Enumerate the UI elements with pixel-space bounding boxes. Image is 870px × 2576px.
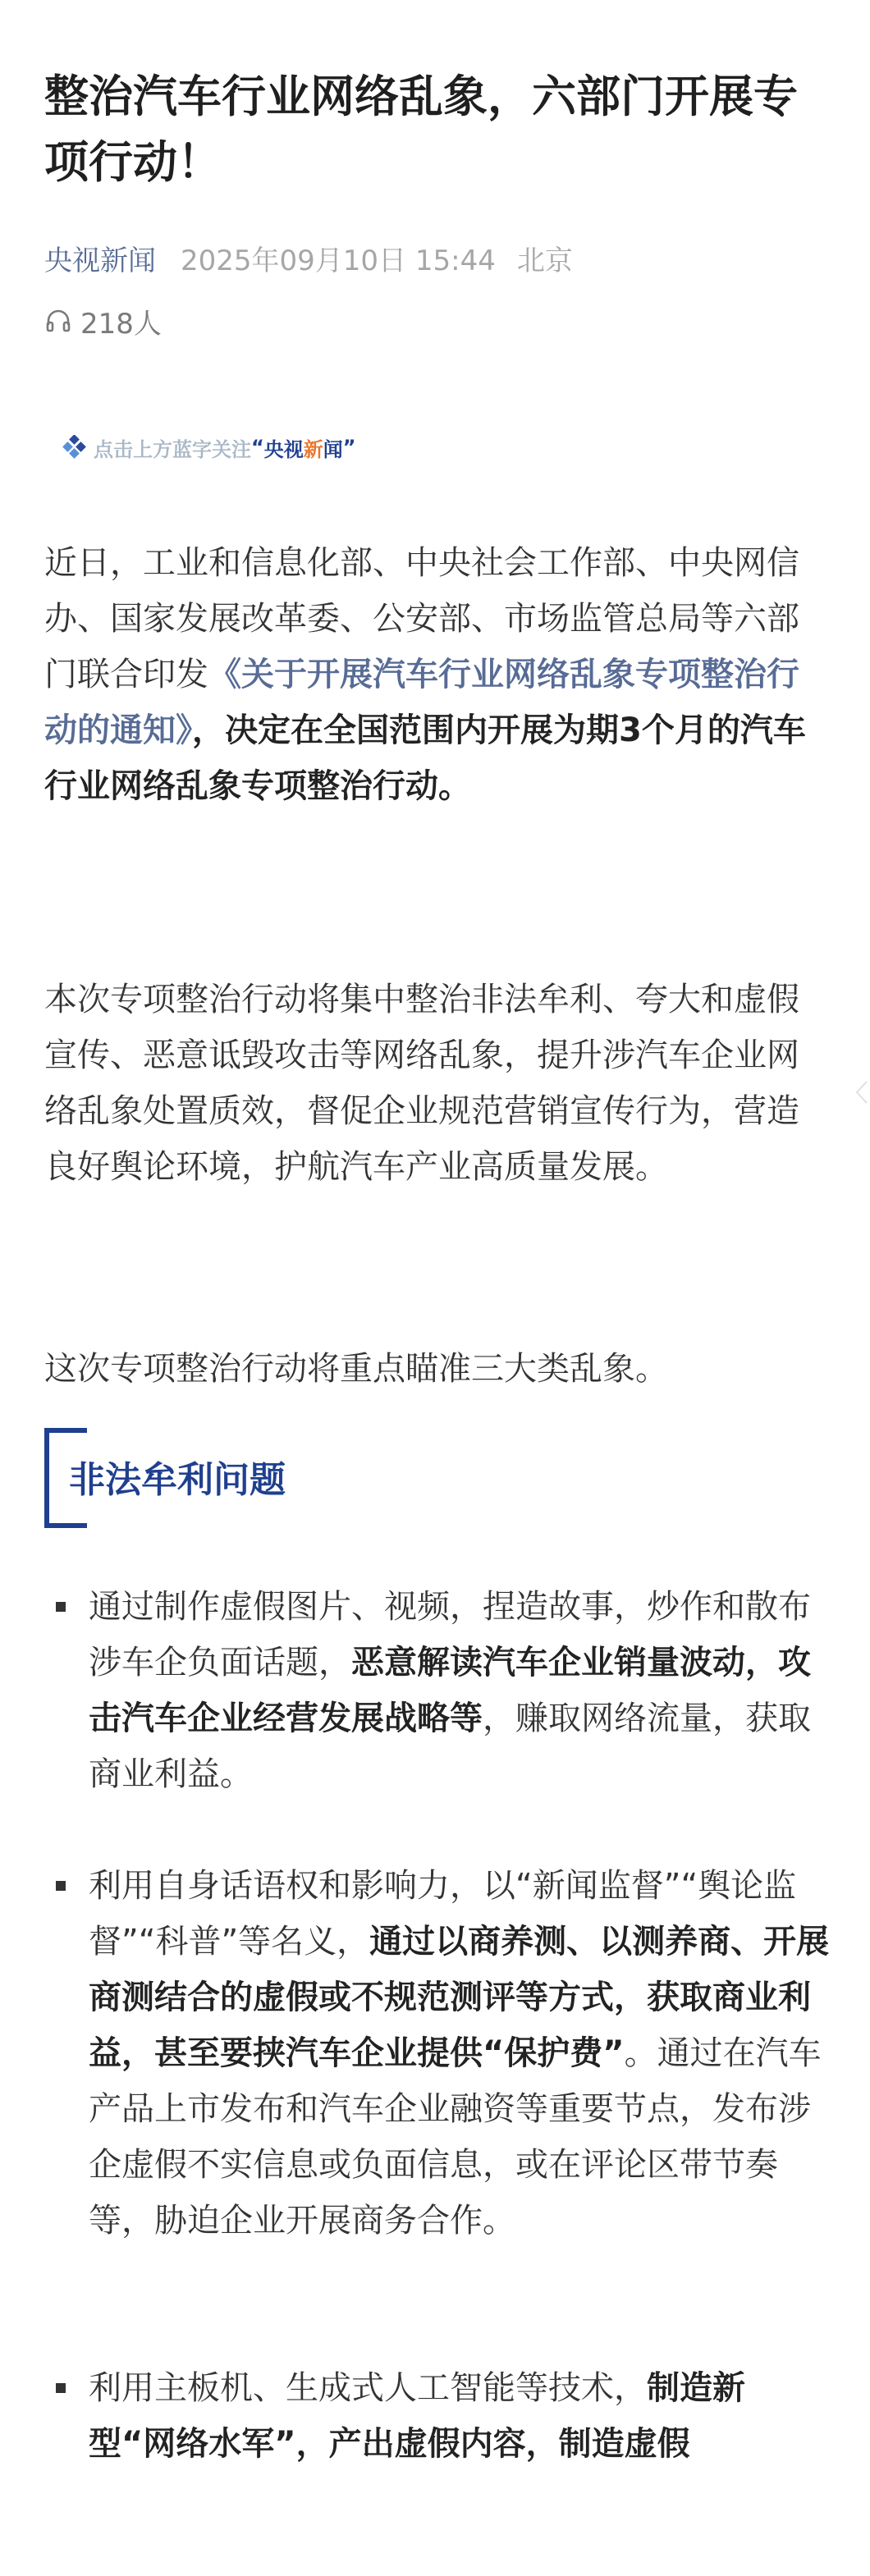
list-item-bold: 恶意解读汽车企业销量波动，攻击汽车企业经营发展战略等 — [89, 1644, 811, 1737]
follow-quote-close: ” — [342, 436, 356, 459]
paragraph-intro — [44, 535, 824, 814]
follow-banner — [62, 428, 356, 466]
list-item — [44, 2360, 832, 2472]
headphones-icon — [44, 307, 72, 335]
list-item-text: 利用主板机、生成式人工智能等技术， — [89, 2369, 647, 2407]
list-item-text: 。通过在汽车产品上市发布和汽车企业融资等重要节点，发布涉企虚假不实信息或负面信息，或在评论区带节奏等，胁迫企业开展商务合作。 — [89, 2034, 822, 2240]
paragraph-focus: 这次专项整治行动将重点瞄准三大类乱象。 — [44, 1350, 668, 1388]
section-title: 非法牟利问题 — [69, 1459, 286, 1501]
list-item-bold: 制造新型“网络水军”，产出虚假内容，制造虚假 — [89, 2369, 745, 2463]
list-item-text: 利用自身话语权和影响力，以“新闻监督”“舆论监督”“科普”等名义， — [89, 1867, 797, 1961]
paragraph-goals: 本次专项整治行动将集中整治非法牟利、夸大和虚假宣传、恶意诋毁攻击等网络乱象，提升涉汽车企业网络乱象处置质效，督促企业规范营销宣传行为，营造良好舆论环境，护航汽车产业高质量发展。 — [44, 981, 799, 1186]
list-item-text: 通过制作虚假图片、视频，捏造故事，炒作和散布涉车企负面话题， — [89, 1588, 811, 1681]
list-item — [44, 1579, 832, 1802]
follow-quote-open: “ — [251, 436, 264, 459]
follow-name-1: 央视 — [263, 437, 304, 461]
list-item-text: ，赚取网络流量，获取商业利益。 — [89, 1700, 811, 1793]
publish-date: 2025年09月10日 15:44 — [181, 244, 496, 277]
intro-bold: ，决定在全国范围内开展为期3个月的汽车行业网络乱象专项整治行动。 — [44, 711, 806, 805]
scroll-edge-icon — [854, 1080, 868, 1105]
bullet-list — [44, 1579, 832, 2472]
list-item — [44, 1858, 832, 2304]
follow-text: 点击上方蓝字关注 — [94, 437, 251, 461]
listen-button[interactable] — [44, 300, 162, 341]
publish-location: 北京 — [516, 244, 573, 277]
logo-diamond-icon — [62, 435, 87, 460]
article-title: 整治汽车行业网络乱象，六部门开展专项行动！ — [44, 71, 798, 188]
follow-name-2: 新 — [303, 437, 323, 461]
article-meta — [44, 236, 573, 279]
source-link[interactable]: 央视新闻 — [44, 244, 156, 277]
follow-name-3: 闻 — [323, 437, 343, 461]
intro-text: 近日，工业和信息化部、中央社会工作部、中央网信办、国家发展改革委、公安部、市场监管总局等六部门联合印发 — [44, 544, 799, 693]
listen-count: 218人 — [80, 307, 162, 341]
notice-link[interactable]: 《关于开展汽车行业网络乱象专项整治行动的通知》 — [44, 656, 799, 749]
list-item-bold: 通过以商养测、以测养商、开展商测结合的虚假或不规范测评等方式，获取商业利益，甚至要挟汽车企业提供“保护费” — [89, 1923, 830, 2072]
